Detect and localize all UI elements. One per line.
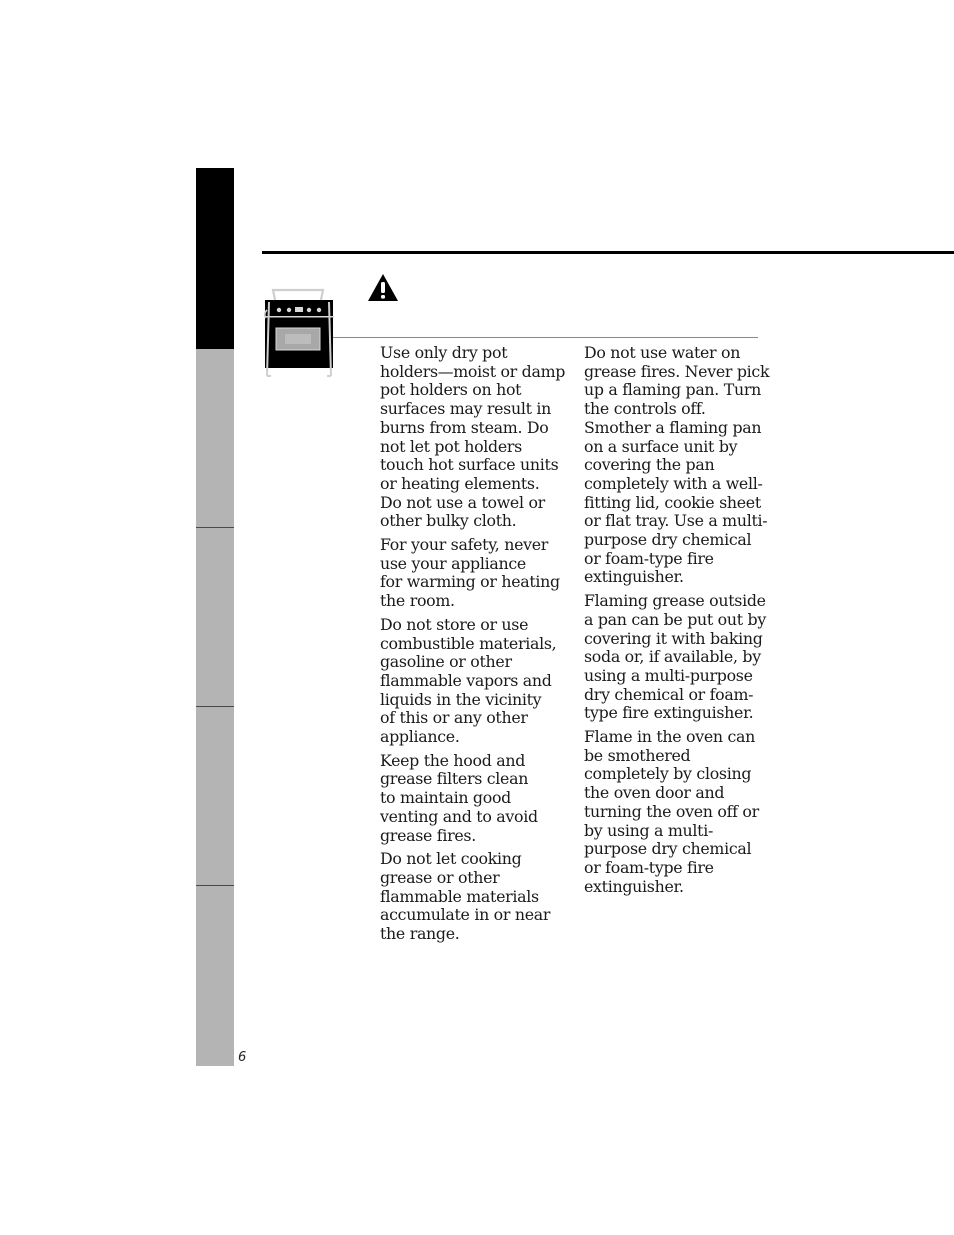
- safety-paragraph: Flame in the oven can be smothered completely by closing the oven door and turning the oven off or by using a multi- purpose dry chemical or foam-type fire extinguisher.: [584, 727, 759, 896]
- safety-paragraph: Do not let cooking grease or other flammable materials accumulate in or near the range.: [380, 849, 551, 944]
- safety-paragraph: Flaming grease outside a pan can be put out by covering it with baking soda or, if available, by using a multi-purpose dry chemical or foam- type fire extinguisher.: [584, 591, 766, 723]
- section-tab-3: [196, 528, 234, 706]
- section-tab-5: [196, 886, 234, 1066]
- safety-paragraph: Keep the hood and grease filters clean to maintain good venting and to avoid grease fires.: [380, 750, 538, 845]
- range-illustration-icon: [263, 288, 335, 380]
- section-tab-active: [196, 168, 234, 349]
- header-rule: [262, 251, 954, 254]
- section-rule: [332, 337, 758, 338]
- safety-column-left: [380, 344, 570, 949]
- page-number: 6: [238, 1050, 247, 1065]
- safety-paragraph: Use only dry pot holders—moist or damp pot holders on hot surfaces may result in burns from steam. Do not let pot holders touch hot surface units or heating elements. Do not use a towel or other bulky cloth.: [380, 343, 566, 531]
- section-tab-4: [196, 707, 234, 885]
- section-tab-2: [196, 349, 234, 527]
- safety-paragraph: For your safety, never use your appliance for warming or heating the room.: [380, 535, 560, 611]
- safety-paragraph: Do not use water on grease fires. Never pick up a flaming pan. Turn the controls off. Smother a flaming pan on a surface unit by covering the pan completely with a well- fitting lid, cookie sheet or flat tray. Use a multi- purpose dry chemical or foam-type fire extinguisher.: [584, 343, 770, 587]
- safety-column-right: [584, 344, 774, 901]
- warning-triangle-icon: [367, 273, 399, 302]
- safety-paragraph: Do not store or use combustible materials, gasoline or other flammable vapors and liquids in the vicinity of this or any other appliance.: [380, 614, 557, 747]
